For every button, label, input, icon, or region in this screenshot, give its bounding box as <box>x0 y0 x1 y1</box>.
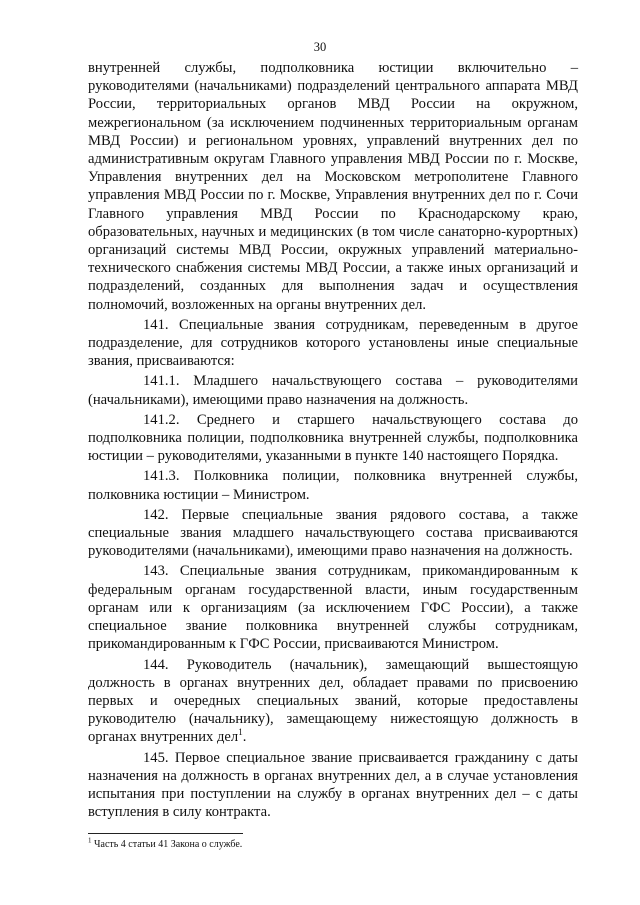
footnote-text: Часть 4 статьи 41 Закона о службе. <box>91 839 243 850</box>
paragraph-143: 143. Специальные звания сотрудникам, прикомандированным к федеральным органам государственной власти, иным государственным органам или к организациям (за исключением ГФС России), а также специальное звание полковника внутренней службы сотрудникам, прикомандированным к ГФС России, присваиваются Министром. <box>88 563 578 653</box>
footnote-divider <box>88 833 243 834</box>
paragraph-144: 144. Руководитель (начальник), замещающий вышестоящую должность в органах внутренних дел, обладает правами по присвоению первых и очередных специальных званий, которые предоставлены руководителю (начальнику), замещающему нижестоящую должность в органах внутренних дел$^1$. <box>88 656 578 746</box>
paragraph-141-3: 141.3. Полковника полиции, полковника внутренней службы, полковника юстиции – Министром. <box>88 468 578 503</box>
paragraph-145: 145. Первое специальное звание присваивается гражданину с даты назначения на должность в органах внутренних дел, а в случае установления испытания при поступлении на службу в органах внутренних дел – с даты вступления в силу контракта. <box>88 749 578 821</box>
footnote-reference: 1 <box>238 727 243 738</box>
document-body <box>88 59 578 823</box>
paragraph-141-1: 141.1. Младшего начальствующего состава – руководителями (начальниками), имеющими право назначения на должность. <box>88 373 578 408</box>
footnote-marker: 1 <box>88 836 92 845</box>
paragraph-142: 142. Первые специальные звания рядового состава, а также специальные звания младшего начальствующего состава присваиваются руководителями (начальниками), имеющими право назначения на должность. <box>88 506 578 560</box>
page-number: 30 <box>313 40 327 54</box>
paragraph-continuation: внутренней службы, подполковника юстиции включительно – руководителями (начальниками) подразделений центрального аппарата МВД России, территориальных органов МВД России на окружном, межрегиональном (за исключением подчиненных территориальным органам МВД России) и региональном уровнях, управлений внутренних дел по административным округам Главного управления МВД России по г. Москве, Управления внутренних дел на Московском метрополитене Главного управления МВД России по г. Москве, Управления внутренних дел по г. Сочи Главного управления МВД России по Краснодарскому краю, образовательных, научных и медицинских (в том числе санаторно-курортных) организаций системы МВД России, окружных управлений материально-технического снабжения системы МВД России, а также иных организаций и подразделений, созданных для выполнения задач и осуществления полномочий, возложенных на органы внутренних дел. <box>88 60 578 313</box>
footnote <box>88 838 578 851</box>
paragraph-141: 141. Специальные звания сотрудникам, переведенным в другое подразделение, для сотрудников которого установлены иные специальные звания, присваиваются: <box>88 316 578 370</box>
paragraph-141-2: 141.2. Среднего и старшего начальствующего состава до подполковника полиции, подполковника внутренней службы, подполковника юстиции – руководителями, указанными в пункте 140 настоящего Порядка. <box>88 411 578 465</box>
